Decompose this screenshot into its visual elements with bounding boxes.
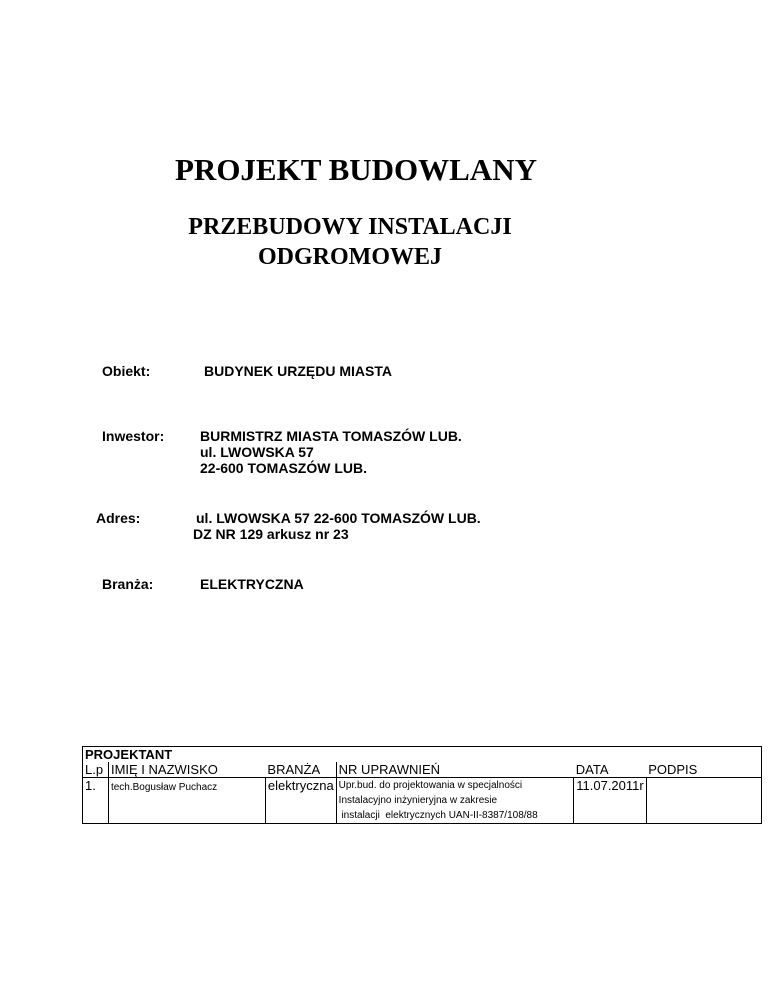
document-title: PROJEKT BUDOWLANY — [175, 152, 537, 187]
table-header-row — [83, 762, 762, 778]
row-name: tech.Bogusław Puchacz — [108, 778, 265, 824]
inwestor-label: Inwestor: — [102, 428, 165, 444]
adres-value-line-2: DZ NR 129 arkusz nr 23 — [193, 526, 349, 542]
header-uprawnienia: NR UPRAWNIEŃ — [336, 762, 574, 778]
uprawnienia-line-3: instalacji elektrycznych UAN-II-8387/108/88 — [338, 810, 538, 821]
row-data: 11.07.2011r — [574, 778, 646, 824]
obiekt-value: BUDYNEK URZĘDU MIASTA — [204, 363, 392, 379]
adres-label: Adres: — [96, 510, 141, 526]
projektant-table — [82, 746, 762, 824]
header-name: IMIĘ I NAZWISKO — [108, 762, 265, 778]
inwestor-value-line-3: 22-600 TOMASZÓW LUB. — [200, 460, 367, 476]
row-branza: elektryczna — [265, 778, 336, 824]
uprawnienia-line-2: Instalacyjno inżynieryjna w zakresie — [338, 795, 498, 806]
row-lp: 1. — [83, 778, 109, 824]
document-subtitle-line-1: PRZEBUDOWY INSTALACJI — [188, 214, 512, 240]
header-data: DATA — [574, 762, 646, 778]
row-podpis — [646, 778, 761, 824]
projektant-section-label: PROJEKTANT — [83, 747, 762, 763]
inwestor-value-line-1: BURMISTRZ MIASTA TOMASZÓW LUB. — [200, 428, 462, 444]
obiekt-label: Obiekt: — [102, 363, 151, 379]
adres-value-line-1: ul. LWOWSKA 57 22-600 TOMASZÓW LUB. — [196, 510, 481, 526]
branza-value: ELEKTRYCZNA — [200, 576, 304, 592]
table-section-row — [83, 747, 762, 763]
header-branza: BRANŻA — [265, 762, 336, 778]
row-uprawnienia — [336, 778, 574, 824]
table-row — [83, 778, 762, 824]
header-lp: L.p — [83, 762, 109, 778]
header-podpis: PODPIS — [646, 762, 761, 778]
document-subtitle-line-2: ODGROMOWEJ — [258, 244, 442, 270]
uprawnienia-line-1: Upr.bud. do projektowania w specjalności — [338, 780, 523, 791]
branza-label: Branża: — [102, 576, 154, 592]
inwestor-value-line-2: ul. LWOWSKA 57 — [200, 444, 314, 460]
